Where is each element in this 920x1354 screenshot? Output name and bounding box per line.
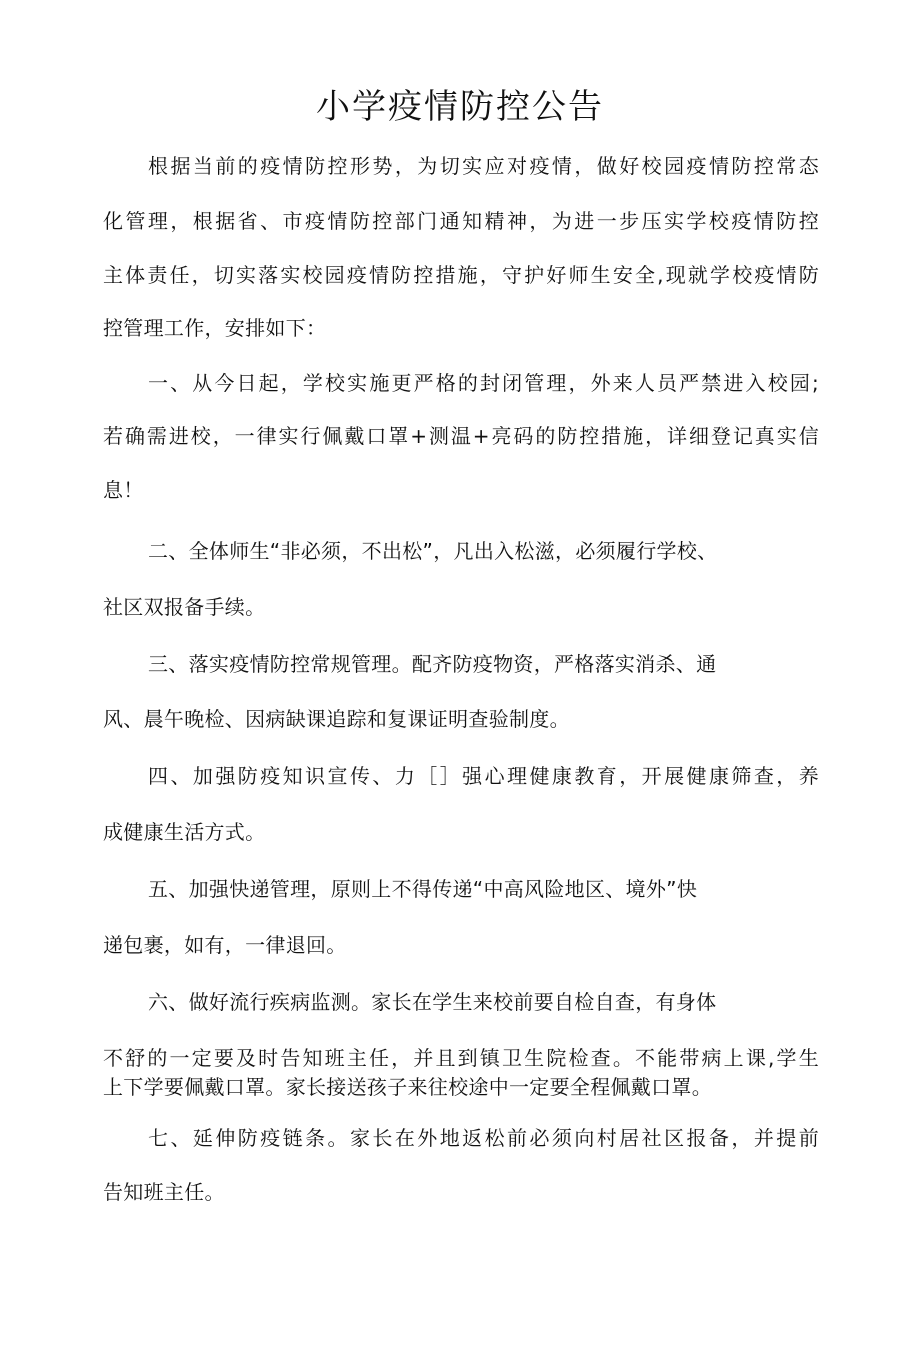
paragraph-line: 七、延伸防疫链条。家长在外地返松前必须向村居社区报备，并提前 (148, 1126, 819, 1150)
paragraph-line: 上下学要佩戴口罩。家长接送孩子来往校途中一定要全程佩戴口罩。 (103, 1075, 712, 1099)
paragraph-line: 递包裹，如有，一律退回。 (103, 933, 347, 957)
paragraph-line: 二、全体师生“非必须，不出松”，凡出入松滋，必须履行学校、 (148, 539, 718, 563)
paragraph-line: 根据当前的疫情防控形势，为切实应对疫情，做好校园疫情防控常态 (148, 154, 819, 178)
paragraph-line: 社区双报备手续。 (103, 595, 266, 619)
paragraph-line: 一、从今日起，学校实施更严格的封闭管理，外来人员严禁进入校园; (148, 371, 819, 395)
document-title: 小学疫情防控公告 (316, 87, 604, 127)
paragraph-line: 六、做好流行疾病监测。家长在学生来校前要自检自查，有身体 (148, 990, 717, 1014)
paragraph-line: 四、加强防疫知识宣传、力［］强心理健康教育，开展健康筛查，养 (148, 764, 819, 788)
paragraph-line: 三、落实疫情防控常规管理。配齐防疫物资，严格落实消杀、通 (148, 652, 717, 676)
paragraph-line: 息！ (103, 478, 144, 502)
paragraph-line: 告知班主任。 (103, 1180, 225, 1204)
paragraph-line: 控管理工作，安排如下： (103, 316, 327, 340)
paragraph-line: 成健康生活方式。 (103, 820, 266, 844)
paragraph-line: 不舒的一定要及时告知班主任，并且到镇卫生院检查。不能带病上课,学生 (103, 1046, 819, 1070)
paragraph-line: 五、加强快递管理，原则上不得传递“中高风险地区、境外”快 (148, 877, 698, 901)
paragraph-line: 风、晨午晚检、因病缺课追踪和复课证明查验制度。 (103, 707, 570, 731)
paragraph-line: 若确需进校，一律实行佩戴口罩+测温+亮码的防控措施，详细登记真实信 (103, 424, 819, 448)
paragraph-line: 主体责任，切实落实校园疫情防控措施，守护好师生安全,现就学校疫情防 (103, 263, 819, 287)
paragraph-line: 化管理，根据省、市疫情防控部门通知精神，为进一步压实学校疫情防控 (103, 209, 819, 233)
